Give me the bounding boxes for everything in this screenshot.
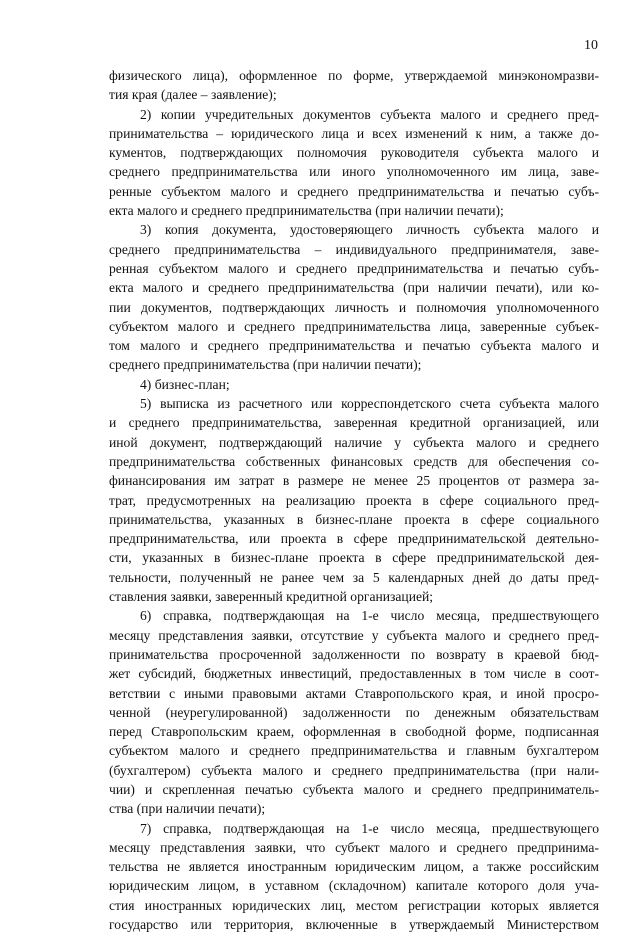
text-line: екта малого и среднего предпринимательства (при наличии печати), или ко- (109, 280, 599, 296)
text-line: ветствии с иными правовыми актами Ставропольского края, и иной просро- (109, 685, 599, 701)
text-line: ставления заявки, заверенный кредитной организацией; (109, 589, 434, 605)
page-number: 10 (584, 38, 598, 53)
text-line: 6) справка, подтверждающая на 1-е число месяца, предшествующего (140, 608, 599, 624)
text-line: юридическим лицом, в уставном (складочном) капитале которого доля уча- (109, 878, 599, 894)
text-line: субъектом малого и среднего предпринимательства лица, заверенные субъек- (109, 318, 599, 334)
text-line: ренная субъектом малого и среднего предпринимательства и печатью субъ- (109, 260, 599, 276)
text-line: иной документ, подтверждающий наличие у субъекта малого и среднего (109, 434, 599, 450)
text-line: жет субсидий, бюджетных инвестиций, предоставленных в том числе в соот- (109, 666, 599, 682)
text-line: принимательства – юридического лица и всех изменений к ним, а также до- (109, 125, 599, 141)
text-line: екта малого и среднего предпринимательства (при наличии печати); (109, 203, 504, 219)
text-line: сти, указанных в бизнес-плане проекта в сфере предпринимательской дея- (109, 550, 599, 566)
text-line: среднего предпринимательства (при наличии печати); (109, 357, 422, 373)
text-line: кументов, подтверждающих полномочия руководителя субъекта малого и (109, 145, 599, 161)
text-line: ства (при наличии печати); (109, 801, 266, 817)
text-line: месяцу представления заявки, отсутствие у субъекта малого и среднего пред- (109, 627, 599, 643)
text-line: перед Ставропольским краем, оформленная в свободной форме, подписанная (109, 724, 599, 740)
document-body (109, 66, 599, 934)
text-line: 5) выписка из расчетного или корреспондетского счета субъекта малого (140, 396, 599, 412)
text-line: и среднего предпринимательства, заверенная кредитной организацией, или (109, 415, 599, 431)
text-line: чии) и скрепленная печатью субъекта малого и среднего предприниматель- (109, 781, 599, 797)
text-line: принимательства просроченной задолженности по возврату в краевой бюд- (109, 646, 599, 662)
text-line: субъектом малого и среднего предпринимательства и главным бухгалтером (109, 743, 599, 759)
text-line: предпринимательства, или проекта в сфере предпринимательской деятельно- (109, 531, 599, 547)
text-line: месяцу представления заявки, что субъект малого и среднего предпринима- (109, 839, 599, 855)
text-line: тельства не является иностранным юридическим лицом, а также российским (109, 859, 599, 875)
text-line: том малого и среднего предпринимательства и печатью субъекта малого и (109, 338, 599, 354)
text-line: стия иностранных юридических лиц, местом регистрации которых является (109, 897, 599, 913)
text-line: тельности, полученный не ранее чем за 5 календарных дней до даты пред- (109, 569, 599, 585)
text-line: финансирования им затрат в размере не менее 25 процентов от размера за- (109, 473, 599, 489)
text-line: предпринимательства собственных финансовых средств для обеспечения со- (109, 453, 599, 469)
text-line: 3) копия документа, удостоверяющего личность субъекта малого и (140, 222, 599, 238)
text-line: физического лица), оформленное по форме, утверждаемой минэкономразви- (109, 68, 599, 83)
text-line: ренные субъектом малого и среднего предпринимательства и печатью субъ- (109, 183, 599, 199)
text-line: пии документов, подтверждающих личность и полномочия уполномоченного (109, 299, 599, 315)
text-line: тия края (далее – заявление); (109, 87, 277, 103)
text-line: трат, предусмотренных на реализацию проекта в сфере социального пред- (109, 492, 599, 508)
text-line: среднего предпринимательства – индивидуального предпринимателя, заве- (109, 241, 599, 257)
text-line: ченной (неурегулированной) задолженности по денежным обязательствам (109, 704, 599, 720)
text-line: 7) справка, подтверждающая на 1-е число месяца, предшествующего (140, 820, 599, 836)
text-line: (бухгалтером) субъекта малого и среднего предпринимательства (при нали- (109, 762, 599, 778)
text-line: 4) бизнес-план; (140, 376, 230, 392)
text-line: 2) копии учредительных документов субъекта малого и среднего пред- (140, 106, 599, 122)
text-line: среднего предпринимательства или иного уполномоченного им лица, заве- (109, 164, 599, 180)
text-line: государство или территория, включенные в утверждаемый Министерством (109, 917, 599, 933)
text-line: принимательства, указанных в бизнес-плане проекта в сфере социального (109, 511, 599, 527)
